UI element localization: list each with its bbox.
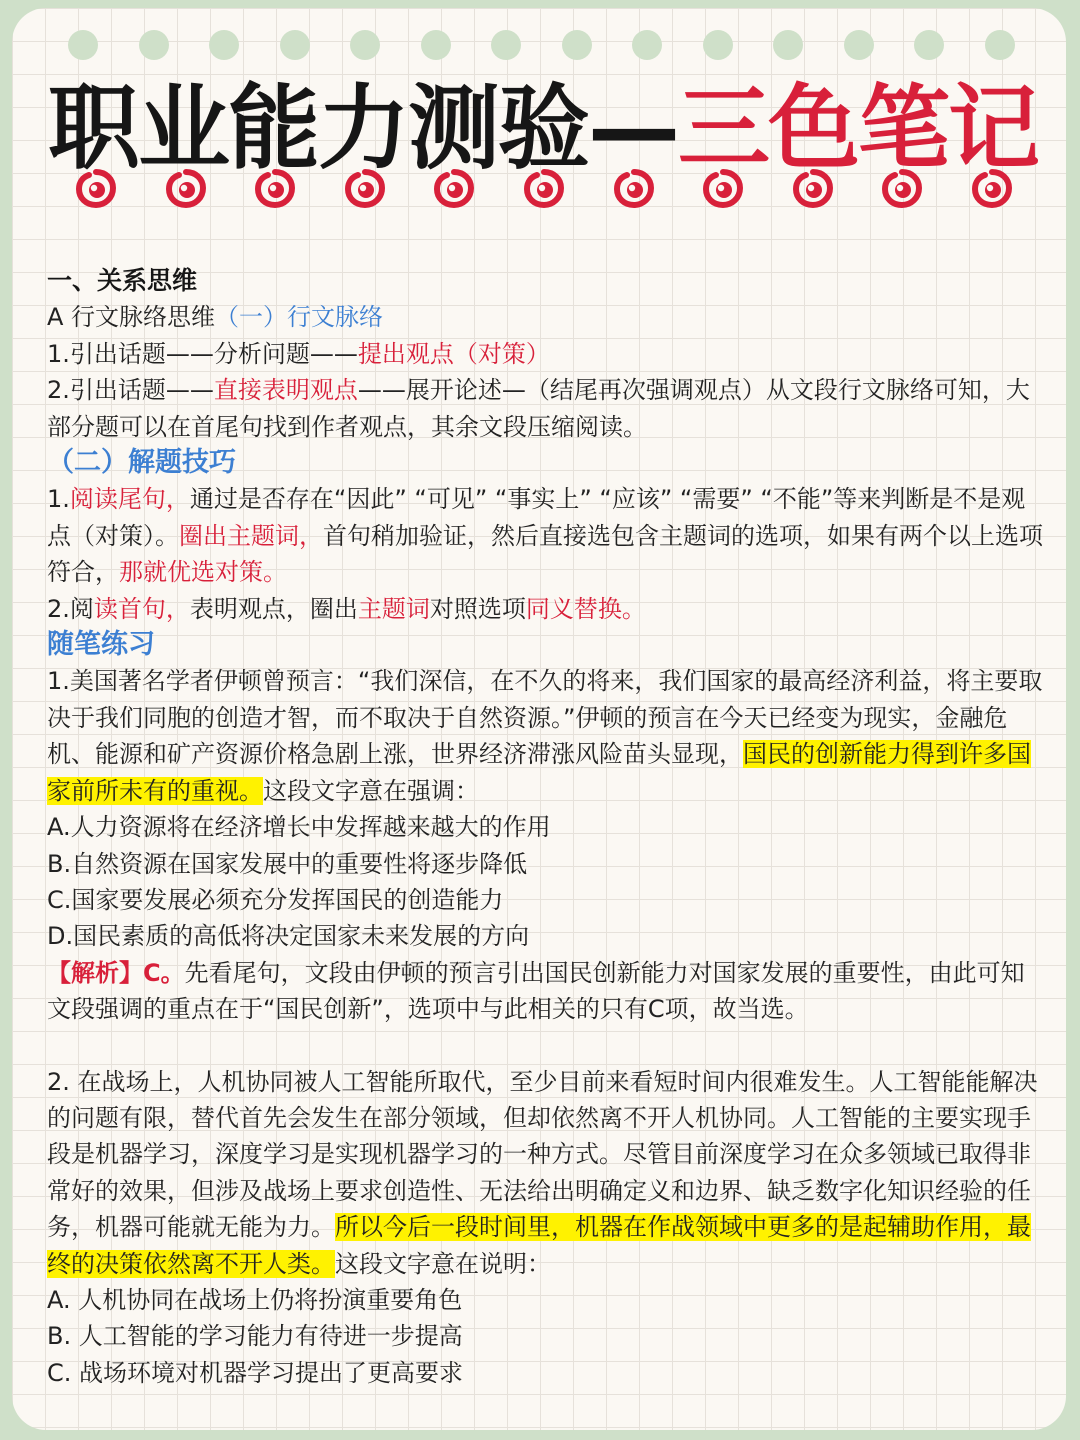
binder-ring-icon [434, 168, 474, 208]
punch-hole [914, 30, 944, 60]
tip1-red3: 那就优选对策。 [119, 558, 287, 587]
punch-hole [632, 30, 662, 60]
binder-ring-icon [255, 168, 295, 208]
tip2-p2: 表明观点，圈出 [189, 594, 358, 623]
analysis-text: 先看尾句，文段由伊顿的预言引出国民创新能力对国家发展的重要性，由此可知文段强调的重点在于“国民创新”，选项中与此相关的只有C项，故当选。 [47, 958, 1025, 1024]
punch-hole [773, 30, 803, 60]
spacer [47, 1028, 1047, 1064]
tip2-red3: 同义替换。 [525, 594, 646, 623]
binder-ring-icon [882, 168, 922, 208]
q1-analysis [47, 955, 1047, 1028]
binder-ring-icon [76, 168, 116, 208]
section-heading: 一、关系思维 [47, 266, 198, 295]
binder-ring-icon [166, 168, 206, 208]
q1-option: B.自然资源在国家发展中的重要性将逐步降低 [47, 849, 528, 878]
punch-hole [350, 30, 380, 60]
note-content [47, 263, 1047, 1391]
q1-text: 1.美国著名学者伊顿曾预言：“我们深信，在不久的将来，我们国家的最高经济利益，将主要取决于我们同胞的创造才智，而不取决于自然资源。”伊顿的预言在今天已经变为现实，金融危机、能源和矿产资源价格急剧上涨，世界经济滞涨风险苗头显现， [47, 667, 1043, 769]
q1-tail: 这段文字意在强调： [263, 776, 479, 805]
q1-option: C.国家要发展必须充分发挥国民的创造能力 [47, 885, 504, 914]
item1-red: 提出观点（对策） [357, 339, 550, 368]
binder-rings [12, 168, 1066, 218]
q2-text: 2. 在战场上，人机协同被人工智能所取代，至少目前来看短时间内很难发生。人工智能能解决的问题有限，替代首先会发生在部分领域，但却依然离不开人机协同。人工智能的主要实现手段是机器学习，深度学习是实现机器学习的一种方式。尽管目前深度学习在众多领域已取得非常好的效果，但涉及战场上要求创造性、无法给出明确定义和边界、缺乏数字化知识经验的任务，机器可能就无能为力。 [47, 1067, 1038, 1242]
punch-hole [421, 30, 451, 60]
structure-item-1 [47, 336, 1047, 372]
binder-ring-icon [793, 168, 833, 208]
tip2-p1: 2.阅 [47, 594, 94, 623]
title-part-red: 三色笔记 [678, 75, 1039, 182]
item2-part1: 2.引出话题—— [47, 376, 214, 405]
q2-option: C. 战场环境对机器学习提出了更高要求 [47, 1358, 464, 1387]
sub-a-blue: （一）行文脉络 [215, 303, 384, 332]
punch-holes [12, 30, 1066, 70]
tip-2 [47, 591, 1047, 627]
punch-hole [703, 30, 733, 60]
q2-tail: 这段文字意在说明： [335, 1249, 551, 1278]
tip1-red2: 圈出主题词， [179, 521, 323, 550]
punch-hole [280, 30, 310, 60]
punch-hole [209, 30, 239, 60]
tip1-p2: 通过是否存在“因此” “可见” “事实上” “应该” “需要” “不能”等来判断是不是观点（对策）。 [47, 485, 1026, 550]
sub-a-label: A 行文脉络思维 [47, 303, 216, 332]
subheading-techniques: （二）解题技巧 [47, 447, 236, 479]
binder-ring-icon [524, 168, 564, 208]
item2-red: 直接表明观点 [213, 376, 358, 405]
notebook-page [12, 8, 1066, 1430]
binder-ring-icon [972, 168, 1012, 208]
q1-option: A.人力资源将在经济增长中发挥越来越大的作用 [47, 813, 551, 842]
sub-a-line [47, 299, 1047, 335]
tip-1 [47, 481, 1047, 590]
q2-option: A. 人机协同在战场上仍将扮演重要角色 [47, 1285, 463, 1314]
analysis-label: 【解析】C。 [47, 958, 185, 987]
question-2 [47, 1064, 1047, 1282]
binder-ring-icon [614, 168, 654, 208]
tip2-p3: 对照选项 [429, 594, 526, 623]
binder-ring-icon [345, 168, 385, 208]
q1-highlight: 国民的创新能力得到许多国家前所未有的重视。 [47, 740, 1031, 805]
structure-item-2 [47, 372, 1047, 445]
tip2-red2: 主题词 [357, 594, 430, 623]
punch-hole [562, 30, 592, 60]
practice-heading: 随笔练习 [47, 629, 155, 661]
q1-option: D.国民素质的高低将决定国家未来发展的方向 [47, 922, 530, 951]
punch-hole [844, 30, 874, 60]
tip1-p1: 1. [47, 485, 70, 514]
punch-hole [985, 30, 1015, 60]
punch-hole [68, 30, 98, 60]
q2-option: B. 人工智能的学习能力有待进一步提高 [47, 1322, 463, 1351]
q2-highlight: 所以今后一段时间里，机器在作战领域中更多的是起辅助作用，最终的决策依然离不开人类。 [47, 1213, 1031, 1278]
punch-hole [491, 30, 521, 60]
tip1-red1: 阅读尾句， [69, 485, 190, 514]
binder-ring-icon [703, 168, 743, 208]
item2-part2: ——展开论述—（结尾再次强调观点）从文段行文脉络可知，大部分题可以在首尾句找到作者观点，其余文段压缩阅读。 [47, 376, 1030, 441]
title-part-black: 职业能力测验— [48, 75, 679, 182]
item1-text: 1.引出话题——分析问题—— [47, 339, 358, 368]
tip2-red1: 读首句， [93, 594, 190, 623]
question-1 [47, 663, 1047, 809]
tip1-p3: 首句稍加验证，然后直接选包含主题词的选项，如果有两个以上选项符合， [47, 521, 1043, 587]
punch-hole [139, 30, 169, 60]
